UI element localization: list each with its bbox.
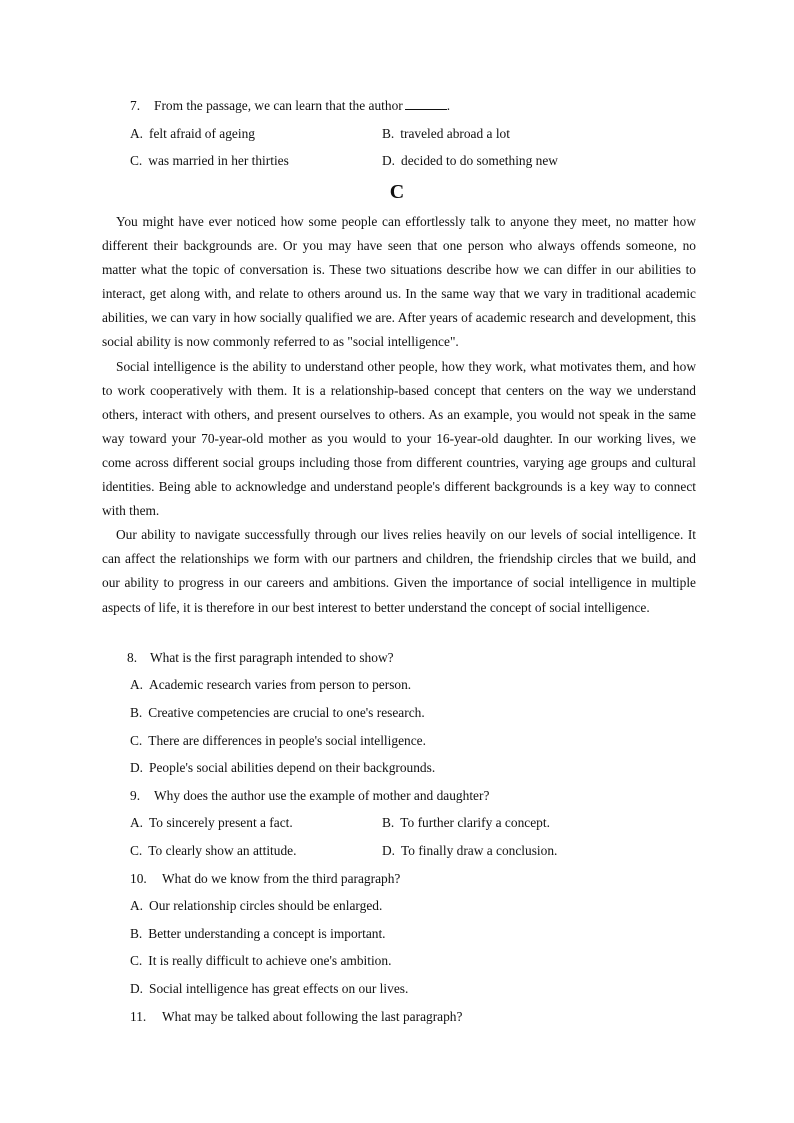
q10-option-b — [130, 924, 386, 944]
option-letter: B. — [130, 705, 143, 720]
option-letter: C. — [130, 153, 143, 168]
option-letter: D. — [130, 760, 144, 775]
option-text: Creative competencies are crucial to one's research. — [148, 705, 425, 720]
q10-option-d — [130, 979, 408, 999]
option-text: was married in her thirties — [148, 153, 289, 168]
passage-paragraph-3: Our ability to navigate successfully through our lives relies heavily on our levels of social intelligence. It can affect the relationships we form with our partners and children, the friendship circles that we build, and our ability to progress in our careers and ambitions. Given the importance of social intelligence in multiple aspects of life, it is therefore in our best interest to better understand the concept of social intelligence. — [102, 527, 696, 615]
option-letter: D. — [130, 981, 144, 996]
question-stem: From the passage, we can learn that the author — [154, 98, 403, 113]
question-8 — [127, 648, 394, 668]
question-end: . — [446, 98, 451, 113]
option-text: People's social abilities depend on their backgrounds. — [149, 760, 436, 775]
option-text: Social intelligence has great effects on our lives. — [149, 981, 409, 996]
q9-option-a — [130, 813, 293, 833]
option-text: To sincerely present a fact. — [149, 815, 293, 830]
q9-option-c — [130, 841, 296, 861]
option-letter: D. — [382, 843, 396, 858]
option-letter: D. — [382, 153, 396, 168]
question-11 — [130, 1007, 462, 1027]
question-number: 10. — [130, 871, 147, 886]
question-number: 9. — [130, 788, 141, 803]
q7-option-d — [382, 151, 558, 171]
passage-paragraph-1: You might have ever noticed how some people can effortlessly talk to anyone they meet, no matter how different their backgrounds are. Or you may have seen that one person who always offends someone, no matter what the topic of conversation is. These two situations describe how we can differ in our abilities to interact, get along with, and relate to others around us. In the same way that we vary in traditional academic abilities, we can vary in how socially qualified we are. After years of academic research and development, this social ability is now commonly referred to as "social intelligence". — [102, 214, 696, 350]
option-text: To finally draw a conclusion. — [401, 843, 558, 858]
question-10 — [130, 869, 400, 889]
option-text: traveled abroad a lot — [400, 126, 510, 141]
section-title: C — [389, 181, 405, 203]
q9-option-d — [382, 841, 557, 861]
option-letter: A. — [130, 677, 144, 692]
q9-option-b — [382, 813, 550, 833]
option-letter: B. — [382, 126, 395, 141]
q8-option-c — [130, 731, 426, 751]
option-letter: A. — [130, 126, 144, 141]
option-text: There are differences in people's social intelligence. — [148, 733, 426, 748]
option-text: To further clarify a concept. — [400, 815, 550, 830]
question-number: 8. — [127, 650, 138, 665]
question-stem: What may be talked about following the last paragraph? — [162, 1009, 463, 1024]
q10-option-c — [130, 951, 391, 971]
option-text: Better understanding a concept is important. — [148, 926, 386, 941]
answer-blank — [405, 97, 447, 110]
q7-option-c — [130, 151, 289, 171]
option-letter: B. — [382, 815, 395, 830]
question-stem: Why does the author use the example of mother and daughter? — [154, 788, 490, 803]
q7-option-b — [382, 124, 510, 144]
option-letter: C. — [130, 733, 143, 748]
question-stem: What do we know from the third paragraph? — [162, 871, 401, 886]
option-letter: B. — [130, 926, 143, 941]
question-number: 7. — [130, 98, 141, 113]
option-text: decided to do something new — [401, 153, 558, 168]
option-letter: C. — [130, 953, 143, 968]
q8-option-d — [130, 758, 435, 778]
option-letter: A. — [130, 815, 144, 830]
option-text: Our relationship circles should be enlarged. — [149, 898, 383, 913]
option-letter: C. — [130, 843, 143, 858]
question-9 — [130, 786, 489, 806]
option-text: felt afraid of ageing — [149, 126, 255, 141]
question-number: 11. — [130, 1009, 147, 1024]
option-text: Academic research varies from person to person. — [149, 677, 412, 692]
question-stem: What is the first paragraph intended to show? — [150, 650, 394, 665]
q10-option-a — [130, 896, 382, 916]
q8-option-b — [130, 703, 425, 723]
question-7 — [130, 96, 450, 116]
q7-option-a — [130, 124, 255, 144]
option-text: To clearly show an attitude. — [148, 843, 297, 858]
passage-paragraph-2: Social intelligence is the ability to understand other people, how they work, what motivates them, and how to work cooperatively with them. It is a relationship-based concept that centers on the way we understand others, interact with others, and present ourselves to others. As an example, you would not speak in the same way toward your 70-year-old mother as you would to your 16-year-old daughter. In our working lives, we come across different social groups including those from different countries, varying age groups and cultural identities. Being able to acknowledge and understand people's different backgrounds is a key way to connect with them. — [102, 358, 696, 519]
option-text: It is really difficult to achieve one's ambition. — [148, 953, 392, 968]
option-letter: A. — [130, 898, 144, 913]
reading-passage — [102, 210, 696, 620]
q8-option-a — [130, 675, 411, 695]
